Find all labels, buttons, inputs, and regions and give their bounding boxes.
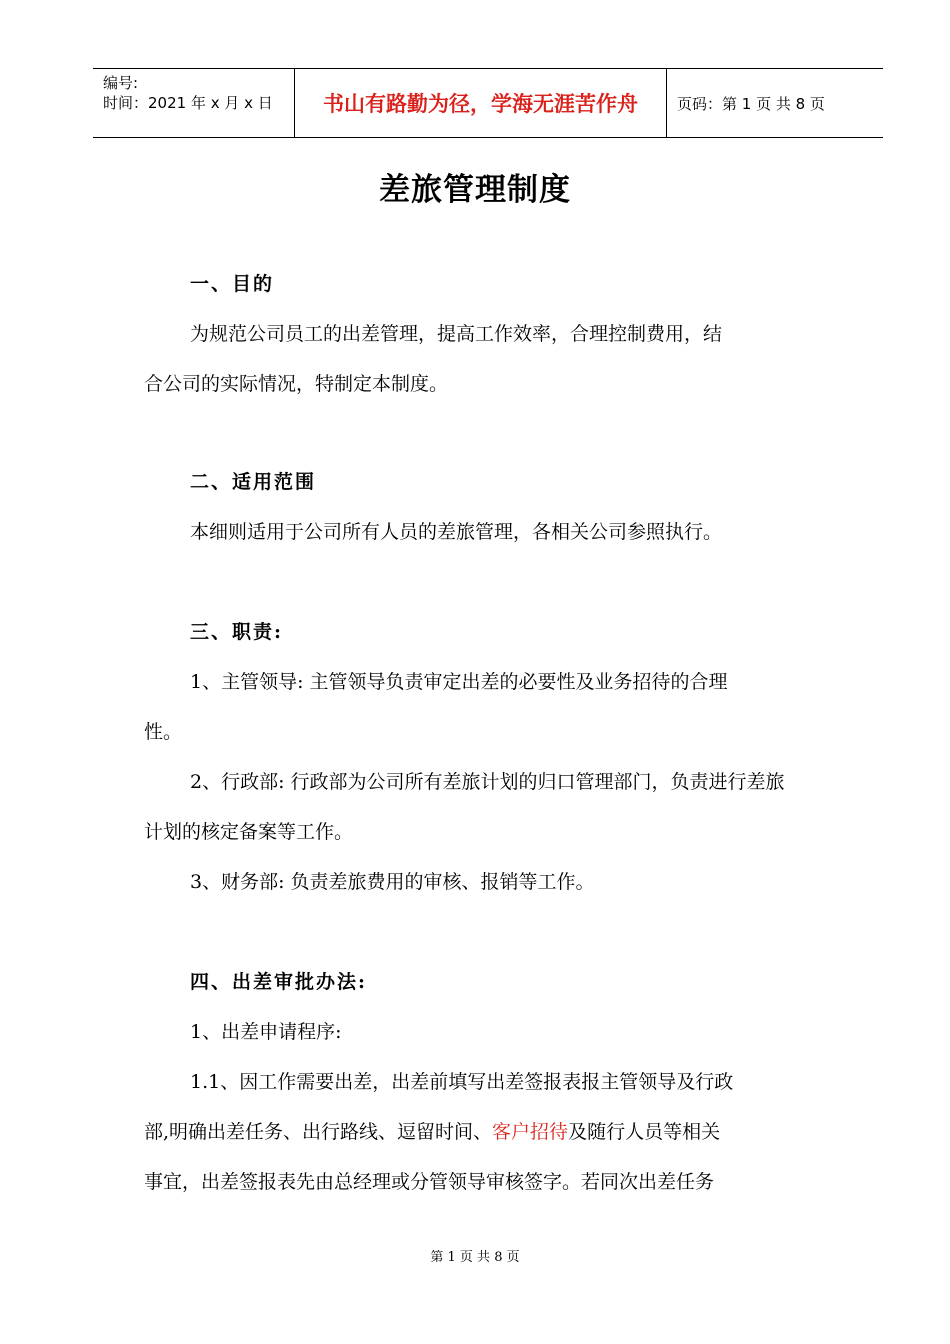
paragraph-line: 计划的核定备案等工作。 bbox=[144, 821, 354, 843]
text-run: 部,明确出差任务、出行路线、逗留时间、 bbox=[144, 1121, 493, 1143]
text-run: 及随行人员等相关 bbox=[568, 1121, 721, 1143]
section-heading-duties: 三、职责: bbox=[190, 621, 284, 643]
paragraph-line: 1、出差申请程序: bbox=[190, 1021, 342, 1043]
document-header bbox=[93, 68, 883, 138]
slogan: 书山有路勤为径，学海无涯苦作舟 bbox=[323, 92, 638, 116]
paragraph-line: 1.1、因工作需要出差，出差前填写出差签报表报主管领导及行政 bbox=[190, 1071, 734, 1093]
paragraph-line: 1、主管领导: 主管领导负责审定出差的必要性及业务招待的合理 bbox=[190, 671, 728, 693]
time-label: 时间：2021 年 x 月 x 日 bbox=[103, 94, 273, 112]
section-heading-approval: 四、出差审批办法: bbox=[190, 971, 368, 993]
header-left-cell bbox=[93, 69, 294, 137]
paragraph-line: 事宜，出差签报表先由总经理或分管领导审核签字。若同次出差任务 bbox=[144, 1171, 715, 1193]
page-footer: 第 1 页 共 8 页 bbox=[430, 1250, 520, 1265]
section-heading-purpose: 一、目的 bbox=[190, 273, 275, 295]
number-label: 编号: bbox=[103, 74, 139, 92]
header-page-cell bbox=[667, 69, 883, 137]
document-title: 差旅管理制度 bbox=[379, 172, 571, 208]
paragraph-line: 本细则适用于公司所有人员的差旅管理，各相关公司参照执行。 bbox=[190, 521, 723, 543]
paragraph-line: 性。 bbox=[144, 721, 183, 743]
paragraph-line: 合公司的实际情况，特制定本制度。 bbox=[144, 373, 449, 395]
section-heading-scope: 二、适用范围 bbox=[190, 471, 317, 493]
header-slogan-cell bbox=[294, 69, 667, 137]
paragraph-line: 为规范公司员工的出差管理，提高工作效率，合理控制费用，结 bbox=[190, 323, 723, 345]
highlight-text: 客户招待 bbox=[492, 1121, 569, 1143]
paragraph-line: 3、财务部: 负责差旅费用的审核、报销等工作。 bbox=[190, 871, 595, 893]
paragraph-line bbox=[144, 1120, 844, 1144]
page-info: 页码：第 1 页 共 8 页 bbox=[677, 94, 825, 113]
paragraph-line: 2、行政部: 行政部为公司所有差旅计划的归口管理部门，负责进行差旅 bbox=[190, 771, 785, 793]
